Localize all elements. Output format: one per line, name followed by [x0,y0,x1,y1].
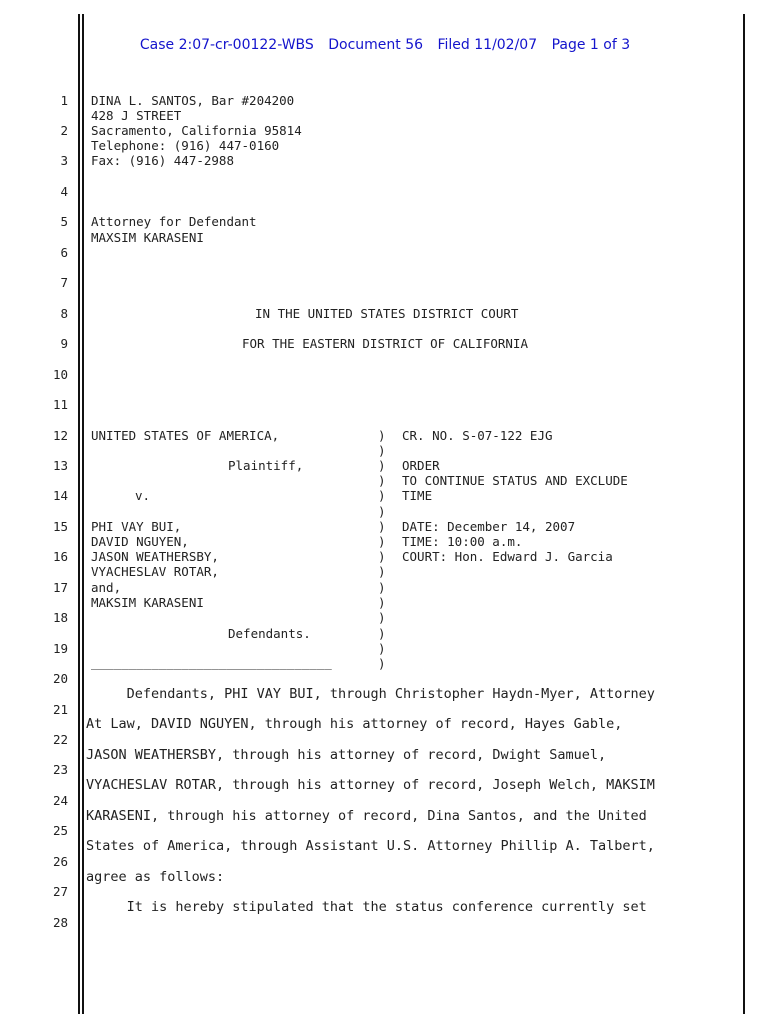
attorney-street: 428 J STREET [91,108,182,123]
line-number: 5 [60,214,68,229]
paren: ) [378,473,386,488]
paren: ) [378,534,386,549]
defendant-name: JASON WEATHERSBY, [91,549,219,564]
defendant-conjunction: and, [91,580,122,595]
body-line: KARASENI, through his attorney of record, Dina Santos, and the United [86,808,647,824]
court-district: FOR THE EASTERN DISTRICT OF CALIFORNIA [242,336,528,351]
line-number: 11 [52,397,68,412]
paren: ) [378,641,386,656]
line-number: 28 [52,915,68,930]
paren: ) [378,428,386,443]
plaintiff-label: Plaintiff, [228,458,304,473]
line-number: 21 [52,702,68,717]
attorney-client: MAXSIM KARASENI [91,230,204,245]
hearing-date: DATE: December 14, 2007 [402,519,576,534]
line-number: 22 [52,732,68,747]
left-margin-rule-inner [82,14,84,1014]
line-number: 15 [52,519,68,534]
line-number: 26 [52,854,68,869]
case-number-caption: CR. NO. S-07-122 EJG [402,428,553,443]
paren: ) [378,488,386,503]
body-line: VYACHESLAV ROTAR, through his attorney of record, Joseph Welch, MAKSIM [86,777,655,793]
caption-underline: ________________________________ [91,655,332,670]
line-number: 16 [52,549,68,564]
line-number: 25 [52,823,68,838]
body-line: JASON WEATHERSBY, through his attorney of record, Dwight Samuel, [86,747,607,763]
line-number: 17 [52,580,68,595]
line-number: 2 [60,123,68,138]
line-number: 6 [60,245,68,260]
attorney-name-bar: DINA L. SANTOS, Bar #204200 [91,93,295,108]
left-margin-rule [78,14,80,1014]
body-line: At Law, DAVID NGUYEN, through his attorney of record, Hayes Gable, [86,716,623,732]
filing-header [0,37,770,53]
defendant-name: VYACHESLAV ROTAR, [91,564,219,579]
filed-date: Filed 11/02/07 [437,37,538,53]
hearing-time: TIME: 10:00 a.m. [402,534,523,549]
hearing-court: COURT: Hon. Edward J. Garcia [402,549,613,564]
line-number: 20 [52,671,68,686]
paren: ) [378,626,386,641]
line-number: 8 [60,306,68,321]
order-title: TO CONTINUE STATUS AND EXCLUDE [402,473,628,488]
attorney-telephone: Telephone: (916) 447-0160 [91,138,280,153]
body-line: It is hereby stipulated that the status conference currently set [86,899,647,915]
paren: ) [378,519,386,534]
line-number: 9 [60,336,68,351]
paren: ) [378,656,386,671]
defendant-name: PHI VAY BUI, [91,519,182,534]
defendants-label: Defendants. [228,626,311,641]
line-number: 13 [52,458,68,473]
line-number: 4 [60,184,68,199]
right-margin-rule [743,14,745,1014]
court-name: IN THE UNITED STATES DISTRICT COURT [255,306,519,321]
attorney-fax: Fax: (916) 447-2988 [91,153,234,168]
attorney-role: Attorney for Defendant [91,214,257,229]
paren: ) [378,610,386,625]
paren: ) [378,443,386,458]
line-number: 27 [52,884,68,899]
paren: ) [378,458,386,473]
line-number: 12 [52,428,68,443]
attorney-city: Sacramento, California 95814 [91,123,302,138]
body-line: Defendants, PHI VAY BUI, through Christopher Haydn-Myer, Attorney [86,686,655,702]
paren: ) [378,564,386,579]
plaintiff-name: UNITED STATES OF AMERICA, [91,428,280,443]
body-line: agree as follows: [86,869,225,885]
defendant-name: DAVID NGUYEN, [91,534,189,549]
paren: ) [378,504,386,519]
paren: ) [378,549,386,564]
line-number: 3 [60,153,68,168]
line-number: 23 [52,762,68,777]
paren: ) [378,595,386,610]
line-number: 18 [52,610,68,625]
line-number: 1 [60,93,68,108]
versus: v. [135,488,151,503]
line-number: 14 [52,488,68,503]
body-line: States of America, through Assistant U.S. Attorney Phillip A. Talbert, [86,838,655,854]
paren: ) [378,580,386,595]
defendant-name: MAKSIM KARASENI [91,595,204,610]
case-number: Case 2:07-cr-00122-WBS [139,37,314,53]
order-title: TIME [402,488,433,503]
line-number: 24 [52,793,68,808]
document-number: Document 56 [328,37,424,53]
line-number: 10 [52,367,68,382]
page-number: Page 1 of 3 [551,37,631,53]
line-number: 19 [52,641,68,656]
line-number: 7 [60,275,68,290]
order-title: ORDER [402,458,440,473]
